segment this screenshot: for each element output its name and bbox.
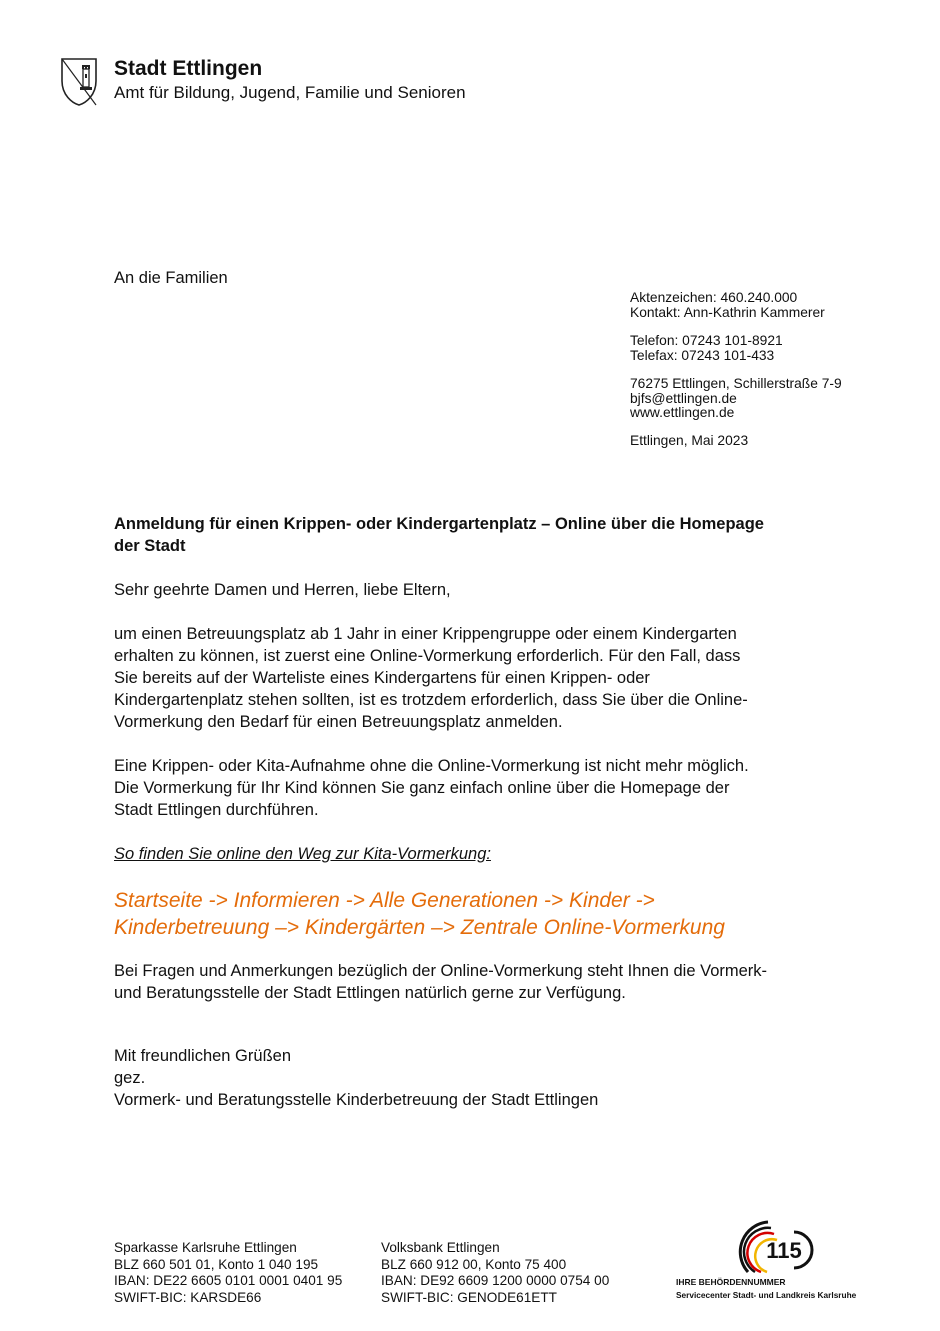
bank-line: BLZ 660 501 01, Konto 1 040 195 <box>114 1256 319 1272</box>
bank-line: Sparkasse Karlsruhe Ettlingen <box>114 1240 297 1255</box>
subject-line: Anmeldung für einen Krippen- oder Kindergartenplatz – Online über die Homepage <box>114 515 764 533</box>
bank-details-sparkasse <box>114 1240 342 1306</box>
closing-gez: gez. <box>114 1069 146 1087</box>
contact-person: Kontakt: Ann-Kathrin Kammerer <box>630 304 825 320</box>
navigation-path-line: Startseite -> Informieren -> Alle Generationen -> Kinder -> <box>114 889 655 912</box>
reference-block <box>630 291 910 320</box>
website-address: www.ettlingen.de <box>630 405 735 420</box>
coat-of-arms-icon <box>60 57 98 107</box>
bank-line: Volksbank Ettlingen <box>381 1240 500 1255</box>
postal-address: 76275 Ettlingen, Schillerstraße 7-9 <box>630 376 842 391</box>
bank-details-volksbank <box>381 1240 609 1306</box>
paragraph-line: Stadt Ettlingen durchführen. <box>114 801 319 819</box>
paragraph-line: Eine Krippen- oder Kita-Aufnahme ohne die Online-Vormerkung ist nicht mehr möglich. <box>114 757 749 775</box>
subject-heading <box>114 513 854 557</box>
service-number-caption: IHRE BEHÖRDENNUMMER <box>676 1277 786 1287</box>
phone-number: Telefon: 07243 101-8921 <box>630 333 783 348</box>
bank-line: SWIFT-BIC: GENODE61ETT <box>381 1289 557 1305</box>
department-name: Amt für Bildung, Jugend, Familie und Senioren <box>114 83 466 102</box>
paragraph-line: Sie bereits auf der Warteliste eines Kindergartens für einen Krippen- oder <box>114 669 650 687</box>
paragraph-line: um einen Betreuungsplatz ab 1 Jahr in einer Krippengruppe oder einem Kindergarten <box>114 625 737 643</box>
paragraph-questions <box>114 960 844 1004</box>
fax-number: Telefax: 07243 101-433 <box>630 347 775 363</box>
paragraph-line: Die Vormerkung für Ihr Kind können Sie ganz einfach online über die Homepage der <box>114 779 730 797</box>
letter-date: Ettlingen, Mai 2023 <box>630 433 749 448</box>
phone-block <box>630 334 910 363</box>
bank-line: SWIFT-BIC: KARSDE66 <box>114 1289 262 1305</box>
bank-line: IBAN: DE22 6605 0101 0001 0401 95 <box>114 1273 343 1288</box>
service-number-logo <box>734 1216 826 1278</box>
howto-heading: So finden Sie online den Weg zur Kita-Vormerkung: <box>114 845 491 863</box>
closing-block <box>114 1045 844 1111</box>
organization-name: Stadt Ettlingen <box>114 57 263 80</box>
subject-line: der Stadt <box>114 537 186 555</box>
closing-greeting: Mit freundlichen Grüßen <box>114 1047 291 1065</box>
paragraph-intro <box>114 623 844 733</box>
paragraph-line: Kindergartenplatz stehen sollten, ist es trotzdem erforderlich, dass Sie über die Online- <box>114 691 748 709</box>
email-address: bjfs@ettlingen.de <box>630 390 737 406</box>
bank-line: BLZ 660 912 00, Konto 75 400 <box>381 1256 567 1272</box>
paragraph-line: Bei Fragen und Anmerkungen bezüglich der Online-Vormerkung steht Ihnen die Vormerk- <box>114 962 768 980</box>
paragraph-line: Vormerkung den Bedarf für einen Betreuungsplatz anmelden. <box>114 713 563 731</box>
salutation: Sehr geehrte Damen und Herren, liebe Eltern, <box>114 581 451 599</box>
service-number: 115 <box>766 1238 802 1263</box>
recipient: An die Familien <box>114 269 228 287</box>
service-number-subcaption: Servicecenter Stadt- und Landkreis Karlsruhe <box>676 1290 857 1300</box>
paragraph-line: und Beratungsstelle der Stadt Ettlingen natürlich gerne zur Verfügung. <box>114 984 626 1002</box>
address-block <box>630 377 910 421</box>
navigation-path <box>114 887 725 941</box>
bank-line: IBAN: DE92 6609 1200 0000 0754 00 <box>381 1273 610 1288</box>
paragraph-requirement <box>114 755 844 821</box>
paragraph-line: erhalten zu können, ist zuerst eine Online-Vormerkung erforderlich. Für den Fall, dass <box>114 647 741 665</box>
navigation-path-line: Kinderbetreuung –> Kindergärten –> Zentrale Online-Vormerkung <box>114 916 725 939</box>
reference-number: Aktenzeichen: 460.240.000 <box>630 290 798 305</box>
closing-signature: Vormerk- und Beratungsstelle Kinderbetreuung der Stadt Ettlingen <box>114 1091 599 1109</box>
